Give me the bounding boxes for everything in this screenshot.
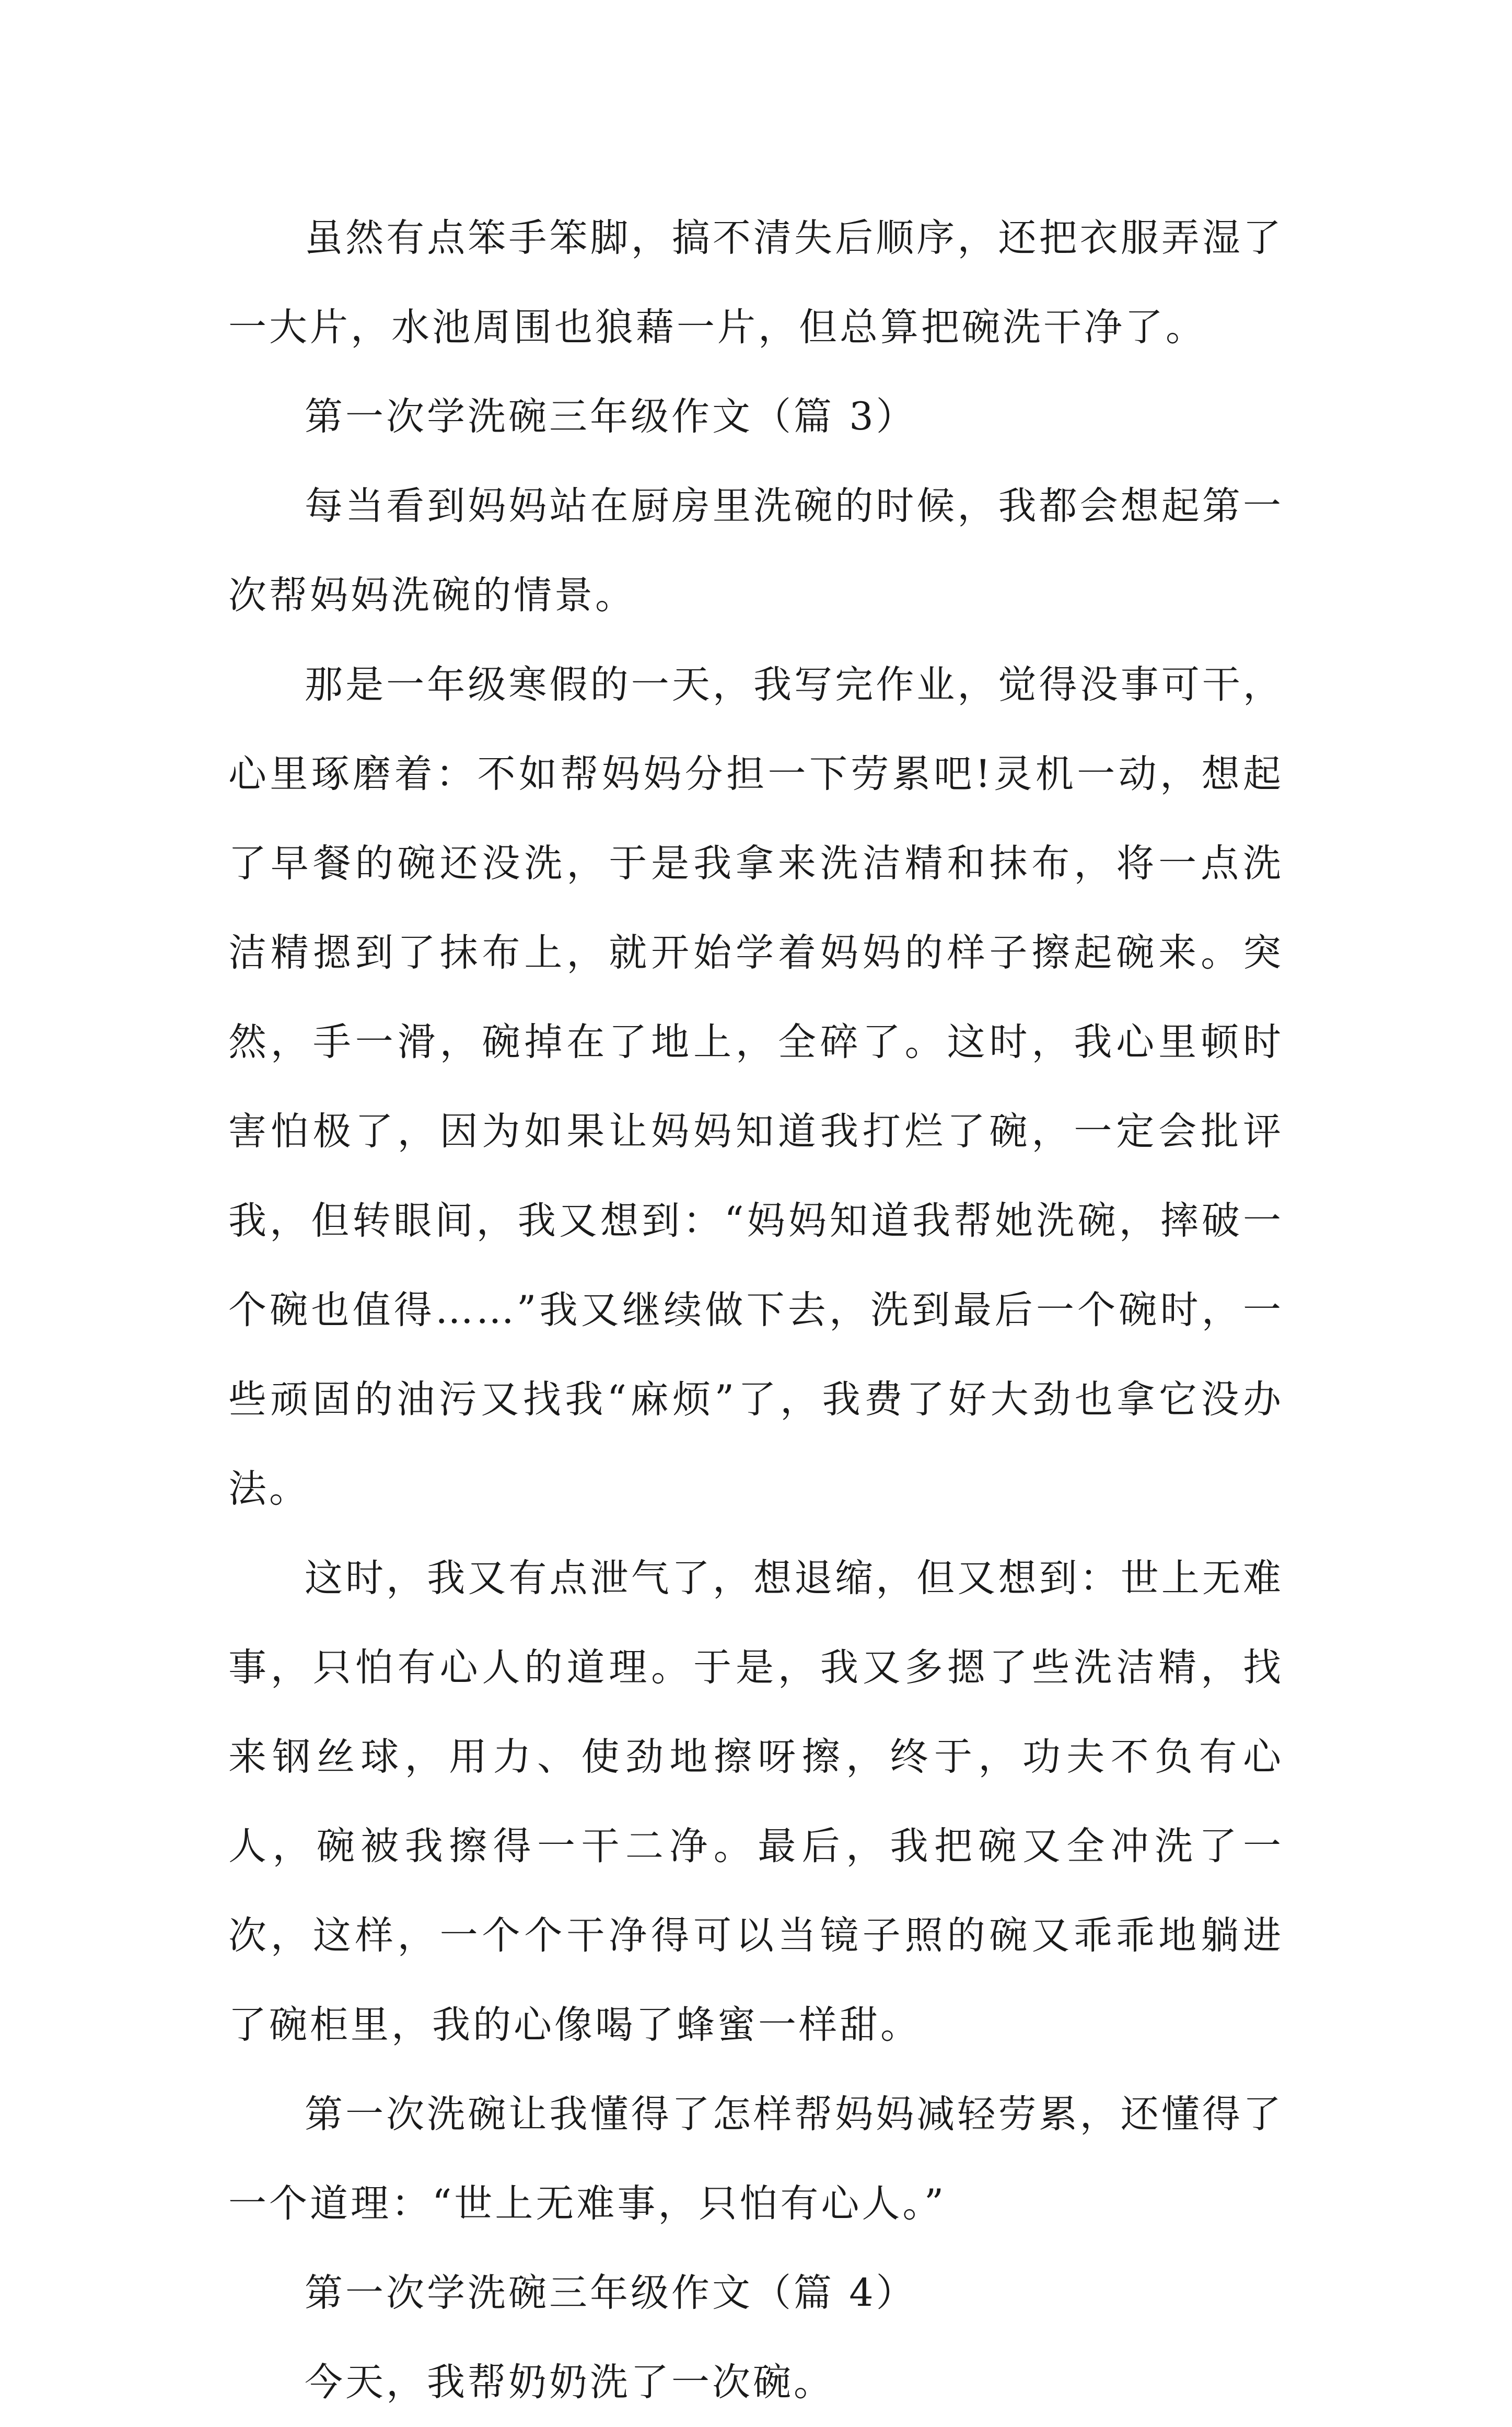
paragraph-2: 每当看到妈妈站在厨房里洗碗的时候，我都会想起第一次帮妈妈洗碗的情景。 [228, 484, 1284, 618]
paragraph-6: 今天，我帮奶奶洗了一次碗。 [305, 2360, 834, 2405]
section-heading-3: 第一次学洗碗三年级作文（篇 3） [305, 394, 917, 439]
paragraph-4: 这时，我又有点泄气了，想退缩，但又想到：世上无难事，只怕有心人的道理。于是，我又多摁了些洗洁精，找来钢丝球，用力、使劲地擦呀擦，终于，功夫不负有心人，碗被我擦得一干二净。最后，我把碗又全冲洗了一次，这样，一个个干净得可以当镜子照的碗又乖乖地躺进了碗柜里，我的心像喝了蜂蜜一样甜。 [228, 1556, 1284, 2047]
paragraph-3: 那是一年级寒假的一天，我写完作业，觉得没事可干，心里琢磨着：不如帮妈妈分担一下劳累吧!灵机一动，想起了早餐的碗还没洗，于是我拿来洗洁精和抹布，将一点洗洁精摁到了抹布上，就开始学着妈妈的样子擦起碗来。突然，手一滑，碗掉在了地上，全碎了。这时，我心里顿时害怕极了，因为如果让妈妈知道我打烂了碗，一定会批评我，但转眼间，我又想到：“妈妈知道我帮她洗碗，摔破一个碗也值得……”我又继续做下去，洗到最后一个碗时，一些顽固的油污又找我“麻烦”了，我费了好大劲也拿它没办法。 [228, 663, 1284, 1511]
paragraph-1: 虽然有点笨手笨脚，搞不清失后顺序，还把衣服弄湿了一大片，水池周围也狼藉一片，但总算把碗洗干净了。 [228, 216, 1284, 350]
paragraph-5: 第一次洗碗让我懂得了怎样帮妈妈减轻劳累，还懂得了一个道理：“世上无难事，只怕有心人。” [228, 2092, 1284, 2226]
document-body [228, 193, 1284, 2427]
section-heading-4: 第一次学洗碗三年级作文（篇 4） [305, 2271, 917, 2315]
